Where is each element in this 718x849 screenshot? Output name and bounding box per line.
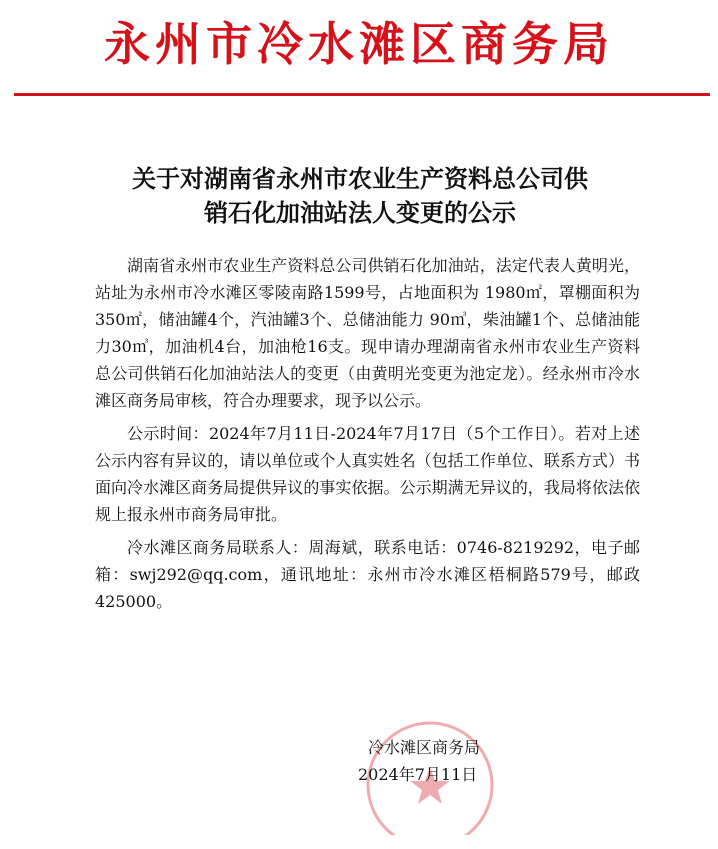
paragraph-station-details: 湖南省永州市农业生产资料总公司供销石化加油站，法定代表人黄明光，站址为永州市冷水滩区零陵南路1599号，占地面积为 1980㎡，罩棚面积为350㎡，储油罐4个，汽油罐3个、总储油能力 90㎥，柴油罐1个、总储油能力30㎥，加油机4台，加油枪16支。现申请办理湖南省永州市农业生产资料总公司供销石化加油站法人的变更（由黄明光变更为池定龙）。经永州市冷水滩区商务局审核，符合办理要求，现予以公示。 — [95, 256, 640, 410]
notice-title — [60, 162, 660, 230]
notice-title-line-2: 销石化加油站法人变更的公示 — [204, 198, 516, 227]
letterhead-org-name: 永州市冷水滩区商务局 — [104, 17, 614, 71]
notice-title-line-1: 关于对湖南省永州市农业生产资料总公司供 — [132, 164, 588, 193]
issue-date: 2024年7月11日 — [358, 765, 478, 784]
signature-block — [358, 734, 528, 788]
paragraph-contact-info: 冷水滩区商务局联系人：周海斌，联系电话：0746-8219292，电子邮箱：swj292@qq.com，通讯地址：永州市冷水滩区梧桐路579号，邮政425000。 — [95, 538, 640, 611]
notice-body — [95, 252, 640, 615]
paragraph-publicity-period: 公示时间：2024年7月11日-2024年7月17日（5个工作日）。若对上述公示内容有异议的，请以单位或个人真实姓名（包括工作单位、联系方式）书面向冷水滩区商务局提供异议的事实依据。公示期满无异议的，我局将依法依规上报永州市商务局审批。 — [95, 424, 640, 524]
letterhead-red-rule — [14, 93, 710, 96]
issuer-name: 冷水滩区商务局 — [368, 738, 481, 757]
